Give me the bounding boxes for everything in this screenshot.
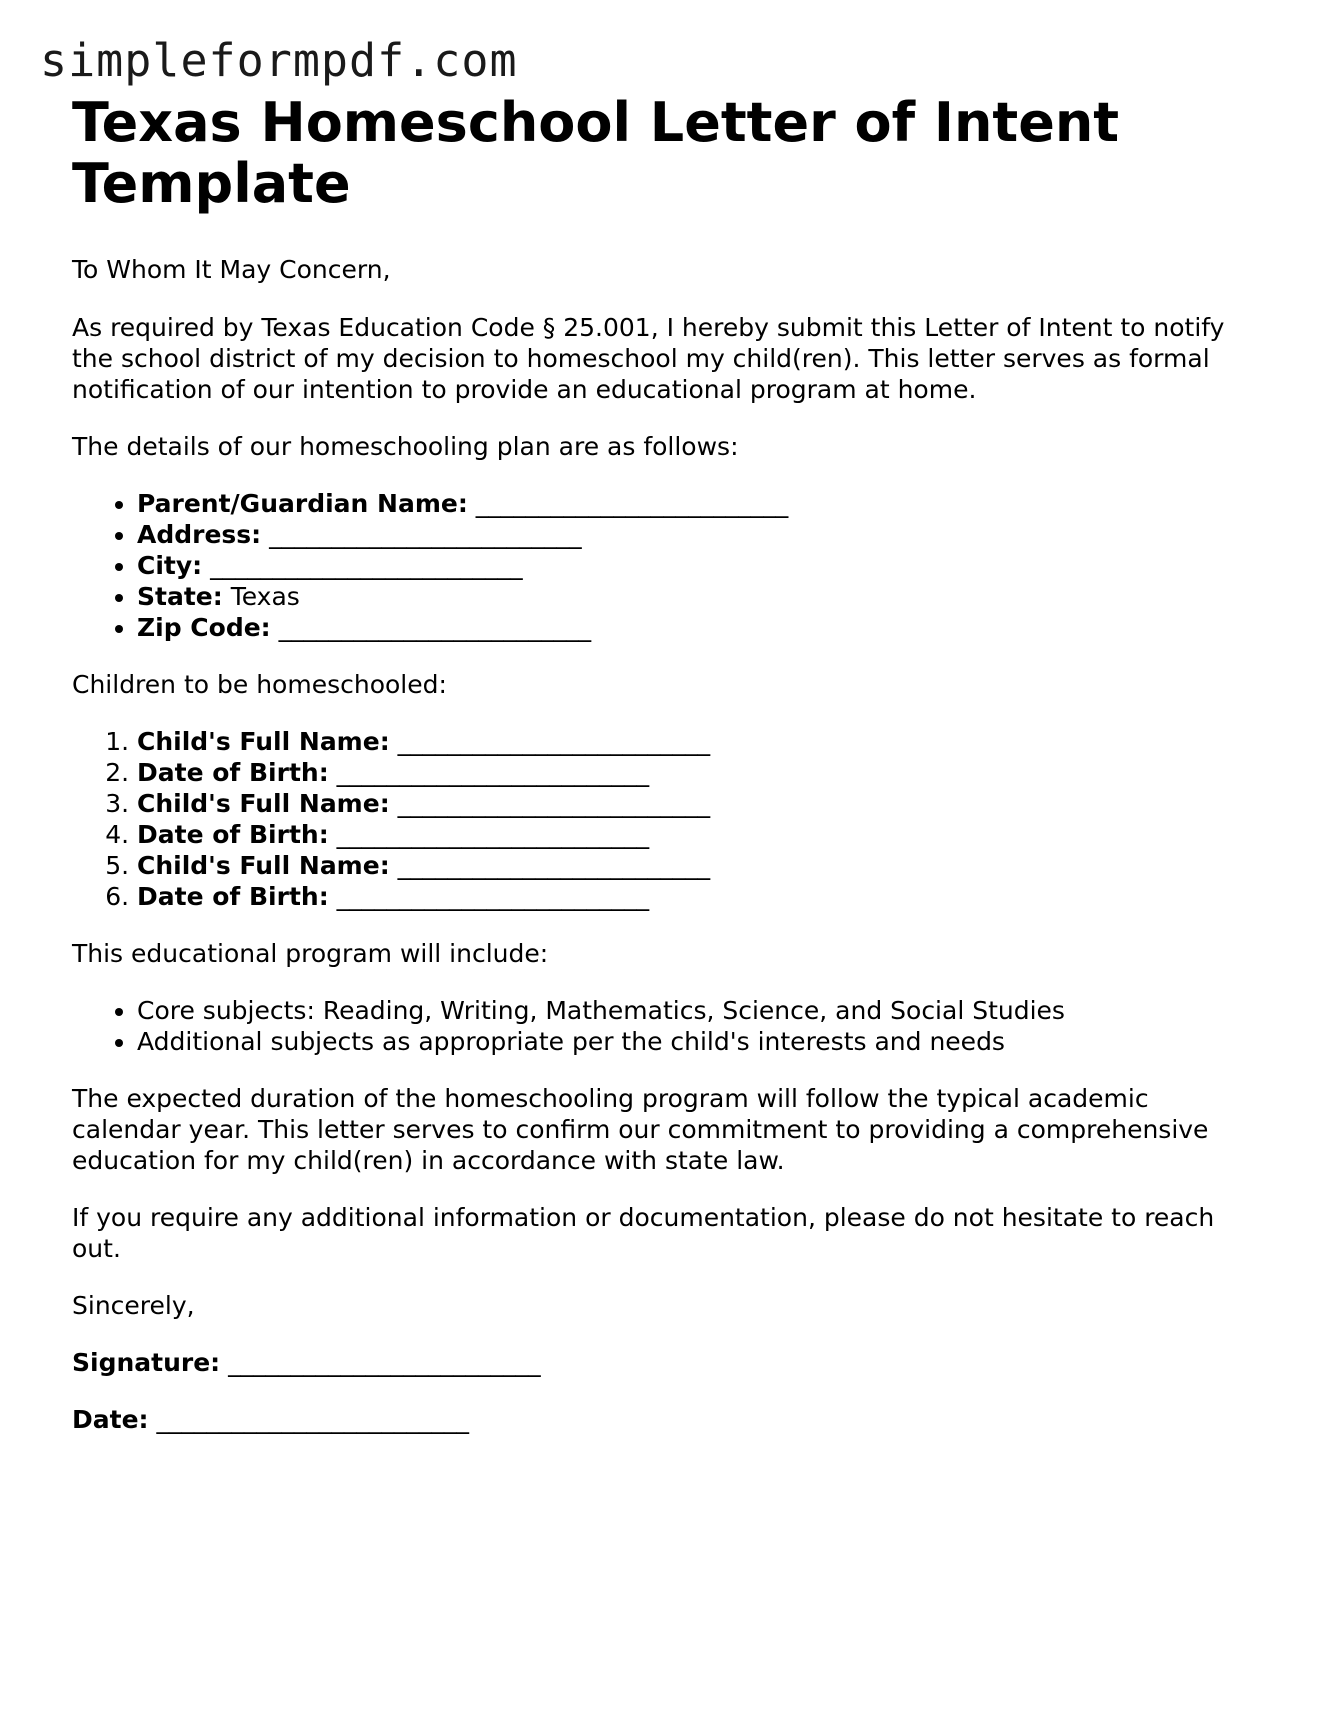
list-item [137,850,1252,881]
list-item [137,550,1252,581]
field-blank-address[interactable]: _________________________ [269,520,582,549]
date-label: Date: [72,1405,149,1434]
list-item [137,612,1252,643]
page-title: Texas Homeschool Letter of Intent Template [72,91,1120,215]
letter-document [72,92,1252,1461]
closing: Sincerely, [72,1291,195,1320]
field-label-state: State: [137,582,223,611]
field-label-parent-name: Parent/Guardian Name: [137,489,468,518]
list-item [137,726,1252,757]
list-item [137,881,1252,912]
program-intro: This educational program will include: [72,939,549,968]
duration-paragraph: The expected duration of the homeschooling program will follow the typical academic calendar year. This letter serves to confirm our commitment to providing a comprehensive education for my child(ren) in accordance with state law. [72,1084,1209,1175]
field-label-dob-3: Date of Birth: [137,882,329,911]
details-intro: The details of our homeschooling plan are as follows: [72,432,739,461]
intro-paragraph: As required by Texas Education Code § 25.001, I hereby submit this Letter of Intent to notify the school district of my decision to homeschool my child(ren). This letter serves as formal notification of our intention to provide an educational program at home. [72,313,1225,404]
field-blank-dob-1[interactable]: _________________________ [336,758,650,787]
list-item [137,519,1252,550]
field-label-city: City: [137,551,203,580]
field-value-state: Texas [230,582,300,611]
children-intro: Children to be homeschooled: [72,670,447,699]
list-item [137,788,1252,819]
signature-label: Signature: [72,1348,221,1377]
date-line [72,1404,1252,1435]
field-blank-parent-name[interactable]: _________________________ [475,489,789,518]
field-blank-child-name-2[interactable]: _________________________ [397,789,711,818]
parent-details-list [72,488,1252,643]
field-blank-zip[interactable]: _________________________ [278,613,592,642]
field-blank-dob-3[interactable]: _________________________ [336,882,650,911]
field-blank-city[interactable]: _________________________ [210,551,523,580]
list-item [137,819,1252,850]
field-label-child-name-3: Child's Full Name: [137,851,390,880]
field-blank-child-name-1[interactable]: _________________________ [397,727,711,756]
list-item [137,581,1252,612]
watermark-logo: simpleformpdf.com [40,34,518,87]
field-label-dob-1: Date of Birth: [137,758,329,787]
field-label-child-name-1: Child's Full Name: [137,727,390,756]
signature-line [72,1347,1252,1378]
date-blank[interactable]: _________________________ [156,1405,469,1434]
signature-blank[interactable]: _________________________ [228,1348,541,1377]
field-label-zip: Zip Code: [137,613,271,642]
salutation: To Whom It May Concern, [72,255,391,284]
field-label-child-name-2: Child's Full Name: [137,789,390,818]
list-item [137,488,1252,519]
list-item: • Additional subjects as appropriate per the child's interests and needs [137,1026,1252,1057]
field-blank-child-name-3[interactable]: _________________________ [397,851,711,880]
contact-paragraph: If you require any additional information or documentation, please do not hesitate to reach out. [72,1203,1215,1263]
field-blank-dob-2[interactable]: _________________________ [336,820,650,849]
field-label-address: Address: [137,520,262,549]
list-item: • Core subjects: Reading, Writing, Mathematics, Science, and Social Studies [137,995,1252,1026]
list-item [137,757,1252,788]
field-label-dob-2: Date of Birth: [137,820,329,849]
children-list [72,726,1252,912]
program-list [72,995,1252,1057]
